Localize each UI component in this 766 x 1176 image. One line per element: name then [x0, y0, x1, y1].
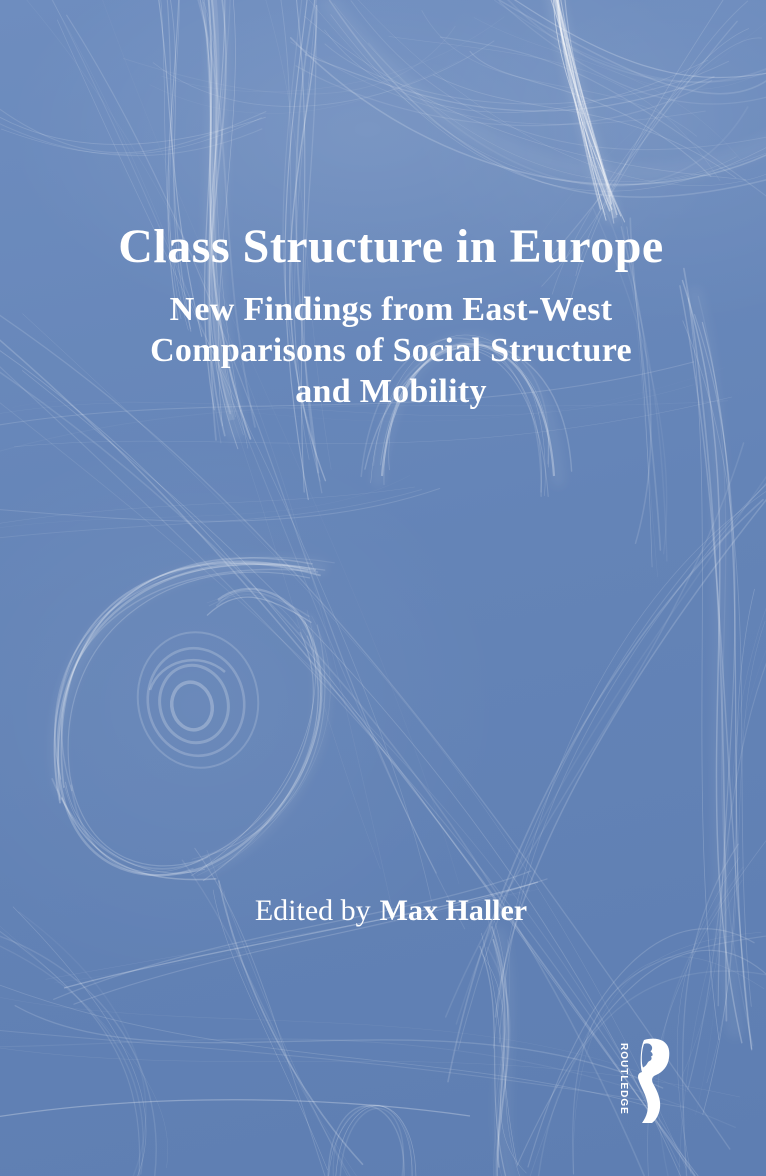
book-title: Class Structure in Europe	[118, 220, 664, 273]
subtitle-line-1: New Findings from East-West	[169, 291, 613, 328]
subtitle-line-2: Comparisons of Social Structure	[150, 332, 632, 369]
editor-credit-line	[16, 893, 766, 929]
publisher-name: ROUTLEDGE	[618, 1043, 629, 1115]
editor-name: Max Haller	[379, 894, 528, 927]
book-subtitle	[16, 289, 766, 412]
routledge-logo	[618, 1038, 674, 1126]
subtitle-line-3: and Mobility	[295, 373, 487, 410]
edited-by-label: Edited by	[254, 894, 371, 927]
routledge-r-icon	[634, 1038, 672, 1124]
